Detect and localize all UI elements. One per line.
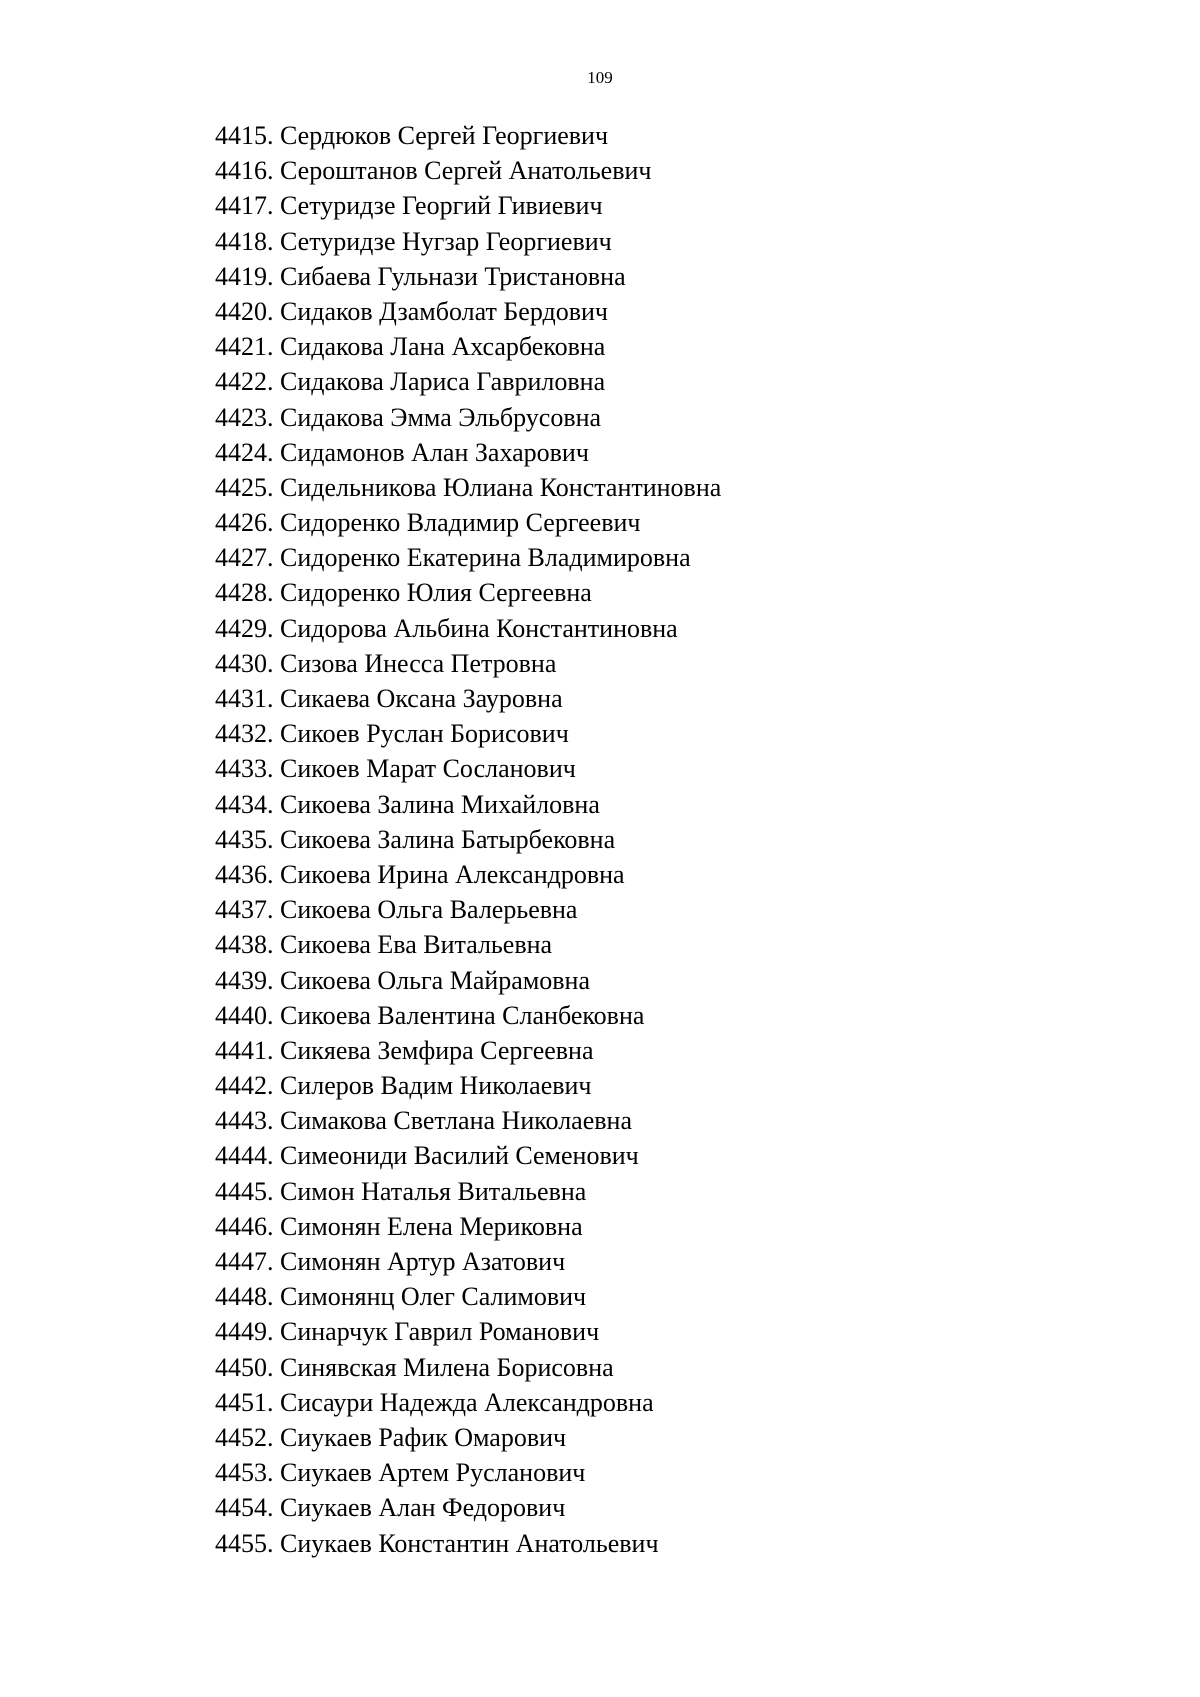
entry-number: 4417. <box>215 191 274 221</box>
list-item <box>215 153 721 188</box>
entry-name: Сикоева Залина Батырбековна <box>280 824 616 854</box>
list-item <box>215 1490 721 1525</box>
list-item <box>215 400 721 435</box>
list-item <box>215 1209 721 1244</box>
entry-name: Сикоев Марат Сосланович <box>280 754 576 784</box>
entry-name: Сиукаев Константин Анатольевич <box>280 1528 659 1558</box>
page-number: 109 <box>587 68 613 87</box>
entry-name: Симон Наталья Витальевна <box>280 1176 587 1206</box>
entry-number: 4440. <box>215 1000 274 1030</box>
entry-name: Симеониди Василий Семенович <box>280 1141 639 1171</box>
entry-name: Сердюков Сергей Георгиевич <box>280 121 609 150</box>
entry-number: 4435. <box>215 824 274 854</box>
entry-name: Сиукаев Артем Русланович <box>280 1458 586 1488</box>
entry-number: 4422. <box>215 367 274 397</box>
entry-name: Сидорова Альбина Константиновна <box>280 613 678 643</box>
list-item <box>215 787 721 822</box>
entry-name: Сидоренко Екатерина Владимировна <box>280 543 691 573</box>
list-item <box>215 963 721 998</box>
entry-name: Сероштанов Сергей Анатольевич <box>280 156 652 186</box>
entry-name: Синарчук Гаврил Романович <box>280 1317 600 1347</box>
list-item <box>215 1103 721 1138</box>
list-item <box>215 188 721 223</box>
entry-number: 4446. <box>215 1211 274 1241</box>
list-item <box>215 1279 721 1314</box>
list-item <box>215 822 721 857</box>
list-item <box>215 259 721 294</box>
list-item <box>215 611 721 646</box>
list-item <box>215 540 721 575</box>
entry-number: 4447. <box>215 1247 274 1276</box>
list-item <box>215 294 721 329</box>
entry-number: 4418. <box>215 226 274 256</box>
list-item <box>215 1138 721 1173</box>
entry-name: Сидельникова Юлиана Константиновна <box>280 472 722 502</box>
entry-name: Сикоева Валентина Сланбековна <box>280 1000 645 1030</box>
entry-name: Сизова Инесса Петровна <box>280 648 557 678</box>
list-item <box>215 505 721 540</box>
entry-number: 4420. <box>215 296 274 326</box>
list-item <box>215 998 721 1033</box>
list-item <box>215 646 721 681</box>
entry-number: 4455. <box>215 1528 274 1558</box>
entry-name: Сикоева Ольга Валерьевна <box>280 895 578 925</box>
entry-number: 4430. <box>215 648 274 678</box>
entry-name: Симонянц Олег Салимович <box>280 1282 587 1312</box>
list-item <box>215 716 721 751</box>
entry-number: 4441. <box>215 1035 274 1065</box>
entry-name: Сикоева Ирина Александровна <box>280 859 625 889</box>
entry-number: 4453. <box>215 1458 274 1488</box>
entry-name: Симонян Елена Мериковна <box>280 1211 583 1241</box>
list-item <box>215 751 721 786</box>
entry-number: 4454. <box>215 1493 274 1523</box>
entry-name: Симакова Светлана Николаевна <box>280 1106 632 1136</box>
entry-name: Сисаури Надежда Александровна <box>280 1387 654 1417</box>
entry-number: 4428. <box>215 578 274 608</box>
entry-name: Симонян Артур Азатович <box>280 1247 566 1276</box>
entry-name: Сикоев Руслан Борисович <box>280 719 569 749</box>
list-item <box>215 1314 721 1349</box>
entry-name: Сикяева Земфира Сергеевна <box>280 1035 594 1065</box>
list-item <box>215 470 721 505</box>
entry-number: 4438. <box>215 930 274 960</box>
list-item <box>215 1526 721 1561</box>
entry-number: 4444. <box>215 1141 274 1171</box>
list-item <box>215 118 721 153</box>
list-item <box>215 1174 721 1209</box>
entry-name: Сидакова Эмма Эльбрусовна <box>280 402 602 432</box>
entry-number: 4427. <box>215 543 274 573</box>
entry-name: Сикоева Ева Витальевна <box>280 930 553 960</box>
entry-name: Сидамонов Алан Захарович <box>280 437 589 467</box>
entry-number: 4426. <box>215 508 274 538</box>
entry-number: 4445. <box>215 1176 274 1206</box>
entry-number: 4425. <box>215 472 274 502</box>
entry-name: Сиукаев Алан Федорович <box>280 1493 566 1523</box>
entry-name: Сетуридзе Нугзар Георгиевич <box>280 226 612 256</box>
list-item <box>215 927 721 962</box>
entry-name: Сидоренко Владимир Сергеевич <box>280 508 641 538</box>
list-item <box>215 329 721 364</box>
entry-name: Сидакова Лариса Гавриловна <box>280 367 606 397</box>
list-item <box>215 1455 721 1490</box>
entry-number: 4450. <box>215 1352 274 1382</box>
list-item <box>215 1068 721 1103</box>
list-item <box>215 681 721 716</box>
entry-number: 4421. <box>215 332 274 362</box>
entry-name: Сибаева Гульнази Тристановна <box>280 261 626 291</box>
list-item <box>215 435 721 470</box>
entry-number: 4443. <box>215 1106 274 1136</box>
entry-name: Силеров Вадим Николаевич <box>280 1071 592 1101</box>
entry-number: 4423. <box>215 402 274 432</box>
entry-name: Сидоренко Юлия Сергеевна <box>280 578 592 608</box>
entry-name: Синявская Милена Борисовна <box>280 1352 614 1382</box>
entry-name: Сидаков Дзамболат Бердович <box>280 296 608 326</box>
entry-number: 4424. <box>215 437 274 467</box>
entry-number: 4433. <box>215 754 274 784</box>
list-item <box>215 892 721 927</box>
entry-name: Сетуридзе Георгий Гивиевич <box>280 191 603 221</box>
list-item <box>215 1420 721 1455</box>
list-item <box>215 364 721 399</box>
entry-number: 4429. <box>215 613 274 643</box>
list-item <box>215 224 721 259</box>
list-item <box>215 575 721 610</box>
entry-number: 4442. <box>215 1071 274 1101</box>
entry-number: 4434. <box>215 789 274 819</box>
entry-number: 4416. <box>215 156 274 186</box>
entry-number: 4432. <box>215 719 274 749</box>
entry-number: 4419. <box>215 261 274 291</box>
entry-number: 4448. <box>215 1282 274 1312</box>
entry-number: 4415. <box>215 121 274 150</box>
entry-number: 4431. <box>215 684 274 713</box>
entry-number: 4439. <box>215 965 274 995</box>
list-item <box>215 1244 721 1279</box>
entry-name: Сиукаев Рафик Омарович <box>280 1422 567 1452</box>
list-item <box>215 1033 721 1068</box>
entry-number: 4436. <box>215 859 274 889</box>
list-item <box>215 1350 721 1385</box>
entry-name: Сикаева Оксана Зауровна <box>280 684 563 713</box>
entry-number: 4437. <box>215 895 274 925</box>
list-item <box>215 857 721 892</box>
list-item <box>215 1385 721 1420</box>
entry-number: 4451. <box>215 1387 274 1417</box>
entry-list <box>215 118 721 1561</box>
entry-name: Сикоева Ольга Майрамовна <box>280 965 591 995</box>
entry-name: Сикоева Залина Михайловна <box>280 789 600 819</box>
entry-number: 4452. <box>215 1422 274 1452</box>
entry-name: Сидакова Лана Ахсарбековна <box>280 332 606 362</box>
entry-number: 4449. <box>215 1317 274 1347</box>
